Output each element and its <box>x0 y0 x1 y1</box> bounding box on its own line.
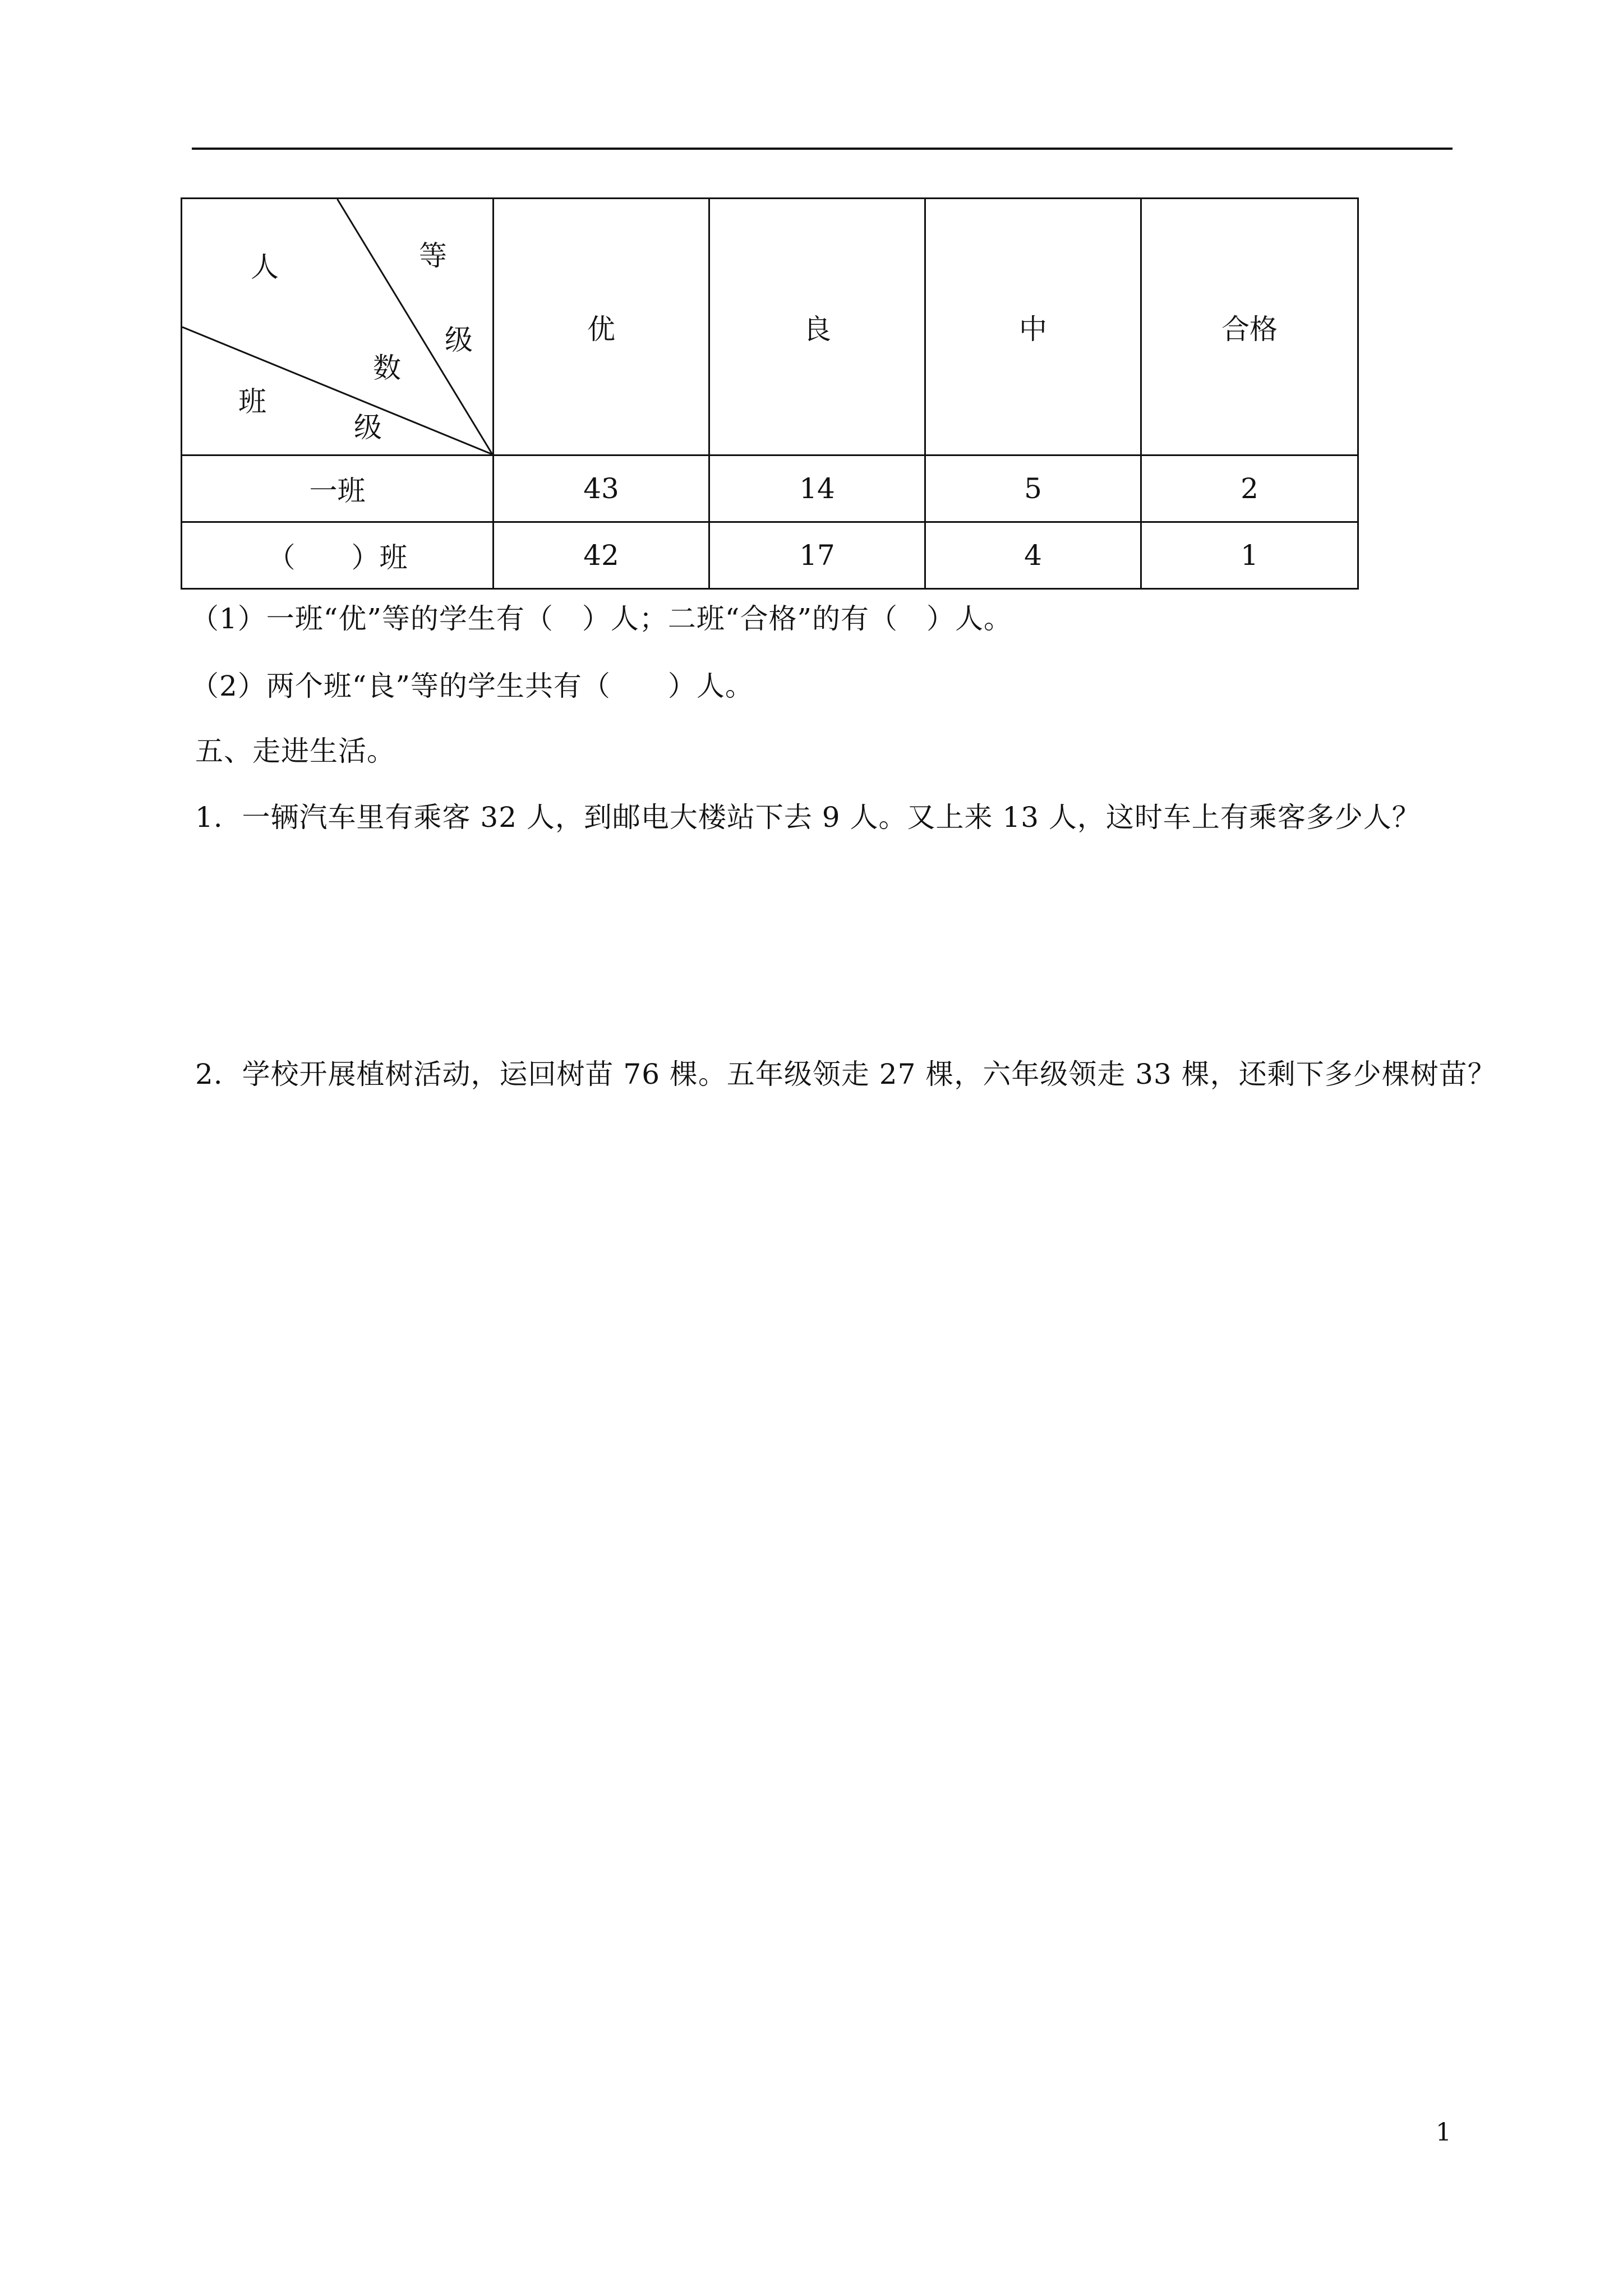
grade-table <box>181 197 1359 590</box>
word-problem-2: 2. 学校开展植树活动，运回树苗 76 棵。五年级领走 27 棵，六年级领走 33 棵，还剩下多少棵树苗？ <box>195 1058 1496 1091</box>
table-cell: 4 <box>925 522 1141 589</box>
word-problem-1: 1. 一辆汽车里有乘客 32 人，到邮电大楼站下去 9 人。又上来 13 人，这时车上有乘客多少人？ <box>195 801 1421 834</box>
corner-label-ban: 班 <box>238 385 266 418</box>
table-header-row <box>182 199 1358 455</box>
corner-label-ji-bottom: 级 <box>354 411 382 444</box>
question-1: （1）一班“优”等的学生有（ ）人；二班“合格”的有（ ）人。 <box>191 602 1013 635</box>
table-row <box>182 522 1358 589</box>
table-cell: 2 <box>1141 455 1358 522</box>
diagonal-corner-cell <box>182 199 494 455</box>
corner-label-ji-top: 级 <box>445 324 473 356</box>
corner-label-ren: 人 <box>251 251 279 283</box>
page-number: 1 <box>1436 2118 1451 2147</box>
corner-label-deng: 等 <box>419 240 447 272</box>
table-cell: 42 <box>494 522 709 589</box>
table-cell: 14 <box>709 455 925 522</box>
question-2: （2）两个班“良”等的学生共有（ ）人。 <box>191 670 754 702</box>
section-title: 五、走进生活。 <box>195 735 395 767</box>
table-cell: 17 <box>709 522 925 589</box>
header-rule <box>192 148 1453 150</box>
table-row <box>182 455 1358 522</box>
header-hege: 合格 <box>1141 199 1358 455</box>
header-you: 优 <box>494 199 709 455</box>
table-cell: 43 <box>494 455 709 522</box>
corner-label-shu: 数 <box>373 352 401 384</box>
header-zhong: 中 <box>925 199 1141 455</box>
table-cell: 1 <box>1141 522 1358 589</box>
table-cell: 5 <box>925 455 1141 522</box>
row-label: 一班 <box>182 455 494 522</box>
row-label: （ ）班 <box>182 522 494 589</box>
header-liang: 良 <box>709 199 925 455</box>
